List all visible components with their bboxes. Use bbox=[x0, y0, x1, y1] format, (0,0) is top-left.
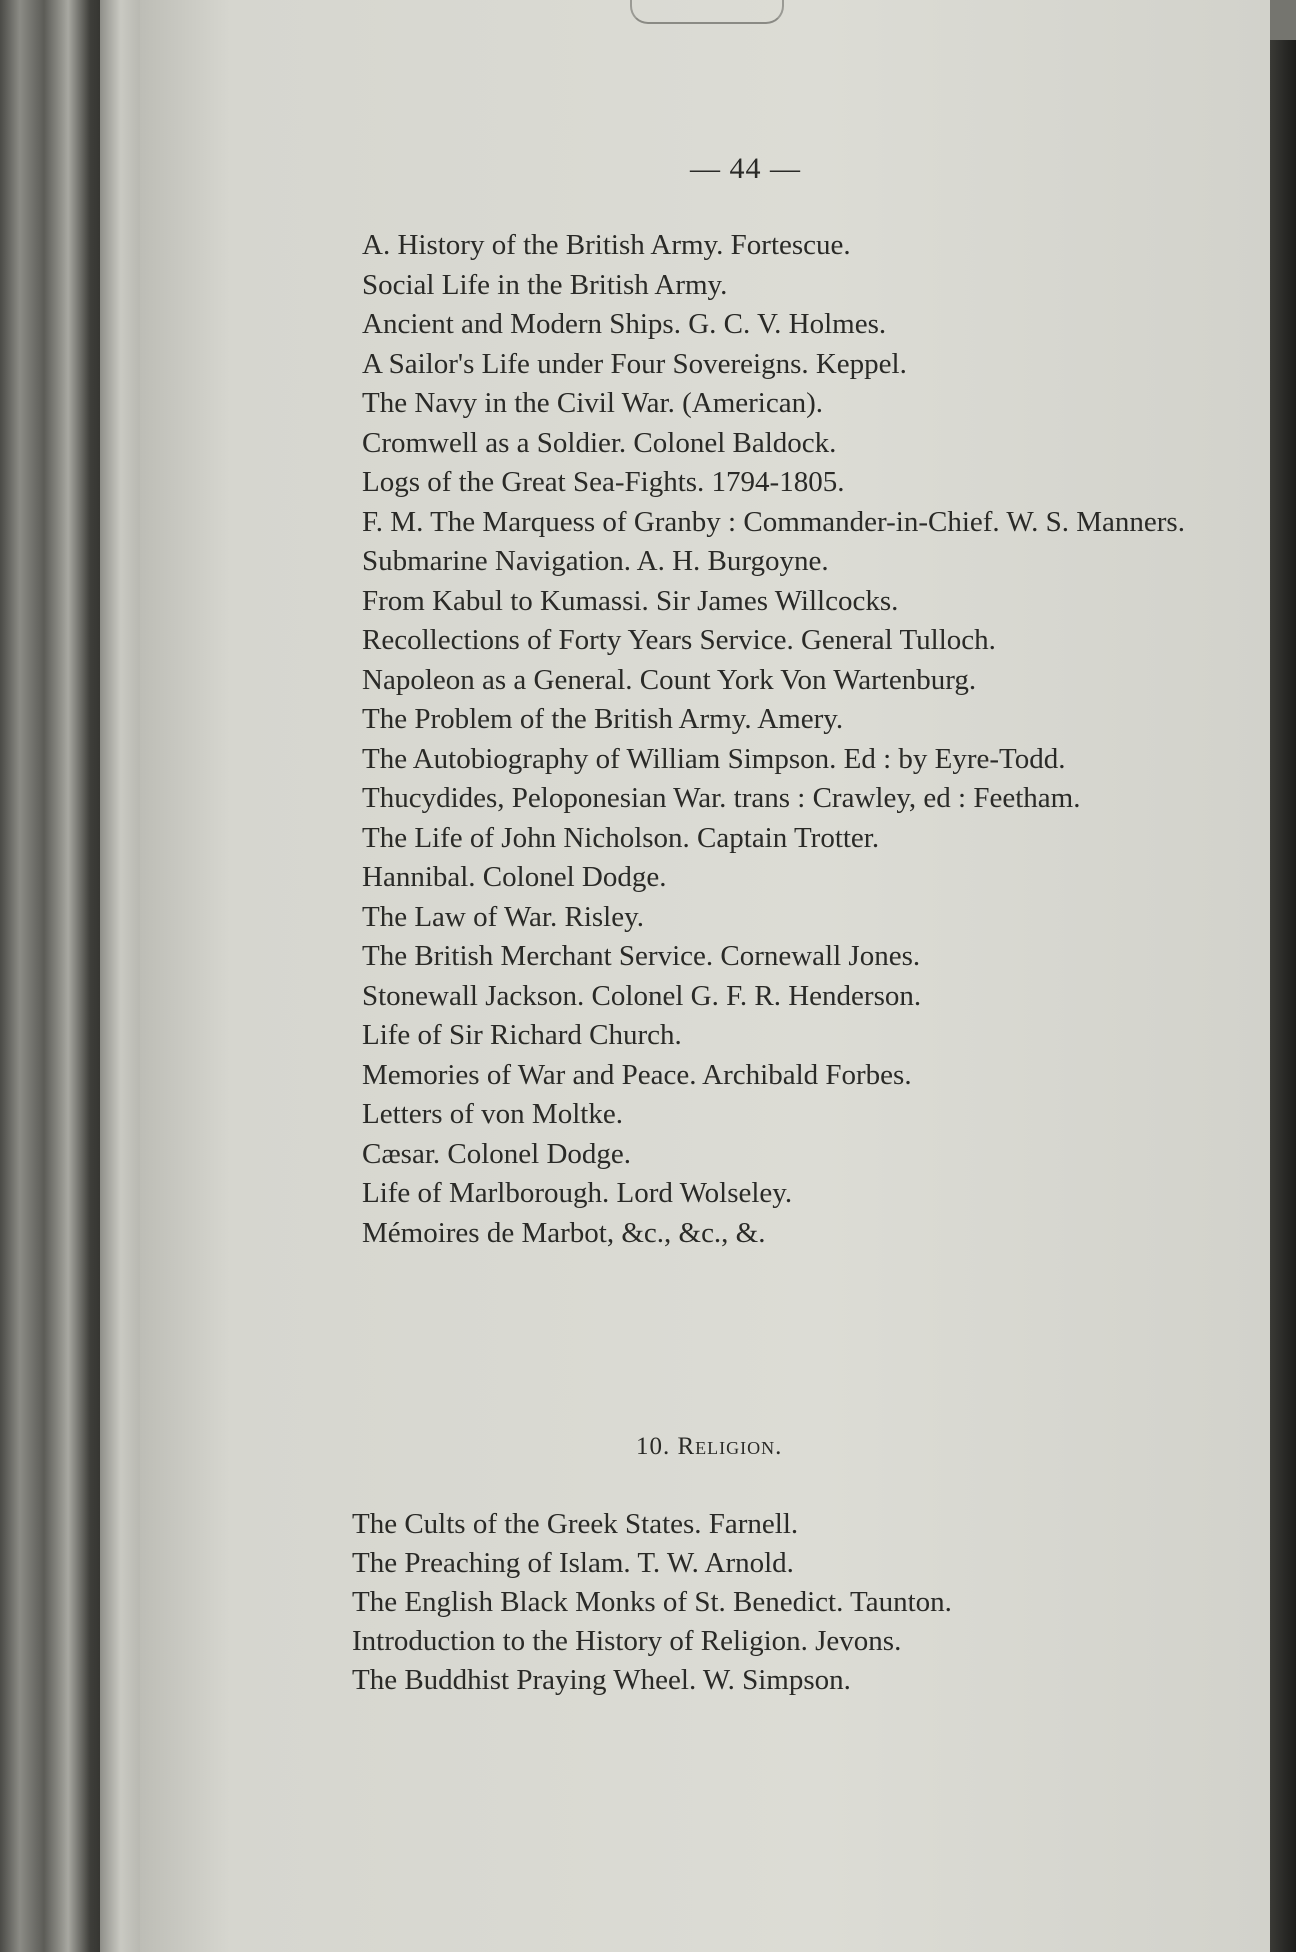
list-item: F. M. The Marquess of Granby : Commander-in-Chief. W. S. Manners. bbox=[362, 505, 1185, 538]
list-item: Ancient and Modern Ships. G. C. V. Holmes. bbox=[362, 308, 887, 340]
religion-list bbox=[352, 1505, 1212, 1700]
list-item: Introduction to the History of Religion. Jevons. bbox=[352, 1625, 902, 1657]
list-item: Cromwell as a Soldier. Colonel Baldock. bbox=[362, 426, 837, 459]
list-item: Life of Marlborough. Lord Wolseley. bbox=[362, 1177, 793, 1209]
list-item: The Cults of the Greek States. Farnell. bbox=[352, 1508, 799, 1540]
list-item: Recollections of Forty Years Service. General Tulloch. bbox=[362, 624, 996, 656]
list-item: The Buddhist Praying Wheel. W. Simpson. bbox=[352, 1664, 851, 1696]
section-heading: 10. Religion. bbox=[636, 1433, 783, 1460]
list-item: Hannibal. Colonel Dodge. bbox=[362, 861, 667, 893]
list-item: The Life of John Nicholson. Captain Trotter. bbox=[362, 821, 880, 854]
list-item: The Preaching of Islam. T. W. Arnold. bbox=[352, 1547, 794, 1579]
list-item: Cæsar. Colonel Dodge. bbox=[362, 1137, 632, 1170]
list-item: The Autobiography of William Simpson. Ed : by Eyre-Todd. bbox=[362, 742, 1066, 775]
list-item: A. History of the British Army. Fortescue. bbox=[362, 229, 851, 261]
list-item: From Kabul to Kumassi. Sir James Willcocks. bbox=[362, 584, 899, 617]
list-item: Memories of War and Peace. Archibald Forbes. bbox=[362, 1058, 912, 1091]
list-item: Mémoires de Marbot, &c., &c., &. bbox=[362, 1216, 766, 1249]
list-item: Thucydides, Peloponesian War. trans : Crawley, ed : Feetham. bbox=[362, 782, 1081, 814]
list-item: The Navy in the Civil War. (American). bbox=[362, 387, 823, 419]
list-item: A Sailor's Life under Four Sovereigns. Keppel. bbox=[362, 347, 907, 380]
list-item: Napoleon as a General. Count York Von Wartenburg. bbox=[362, 663, 977, 696]
list-item: Social Life in the British Army. bbox=[362, 268, 728, 301]
list-item: Logs of the Great Sea-Fights. 1794-1805. bbox=[362, 466, 845, 498]
page-number: — 44 — bbox=[690, 152, 801, 185]
list-item: Stonewall Jackson. Colonel G. F. R. Henderson. bbox=[362, 979, 922, 1012]
list-item: Life of Sir Richard Church. bbox=[362, 1019, 682, 1051]
list-item: The Law of War. Risley. bbox=[362, 900, 644, 933]
list-item: The English Black Monks of St. Benedict. Taunton. bbox=[352, 1586, 952, 1618]
list-item: Letters of von Moltke. bbox=[362, 1098, 623, 1130]
list-item: The British Merchant Service. Cornewall Jones. bbox=[362, 940, 921, 972]
list-item: The Problem of the British Army. Amery. bbox=[362, 703, 844, 735]
list-item: Submarine Navigation. A. H. Burgoyne. bbox=[362, 545, 829, 577]
bibliography-list bbox=[362, 226, 1222, 1253]
